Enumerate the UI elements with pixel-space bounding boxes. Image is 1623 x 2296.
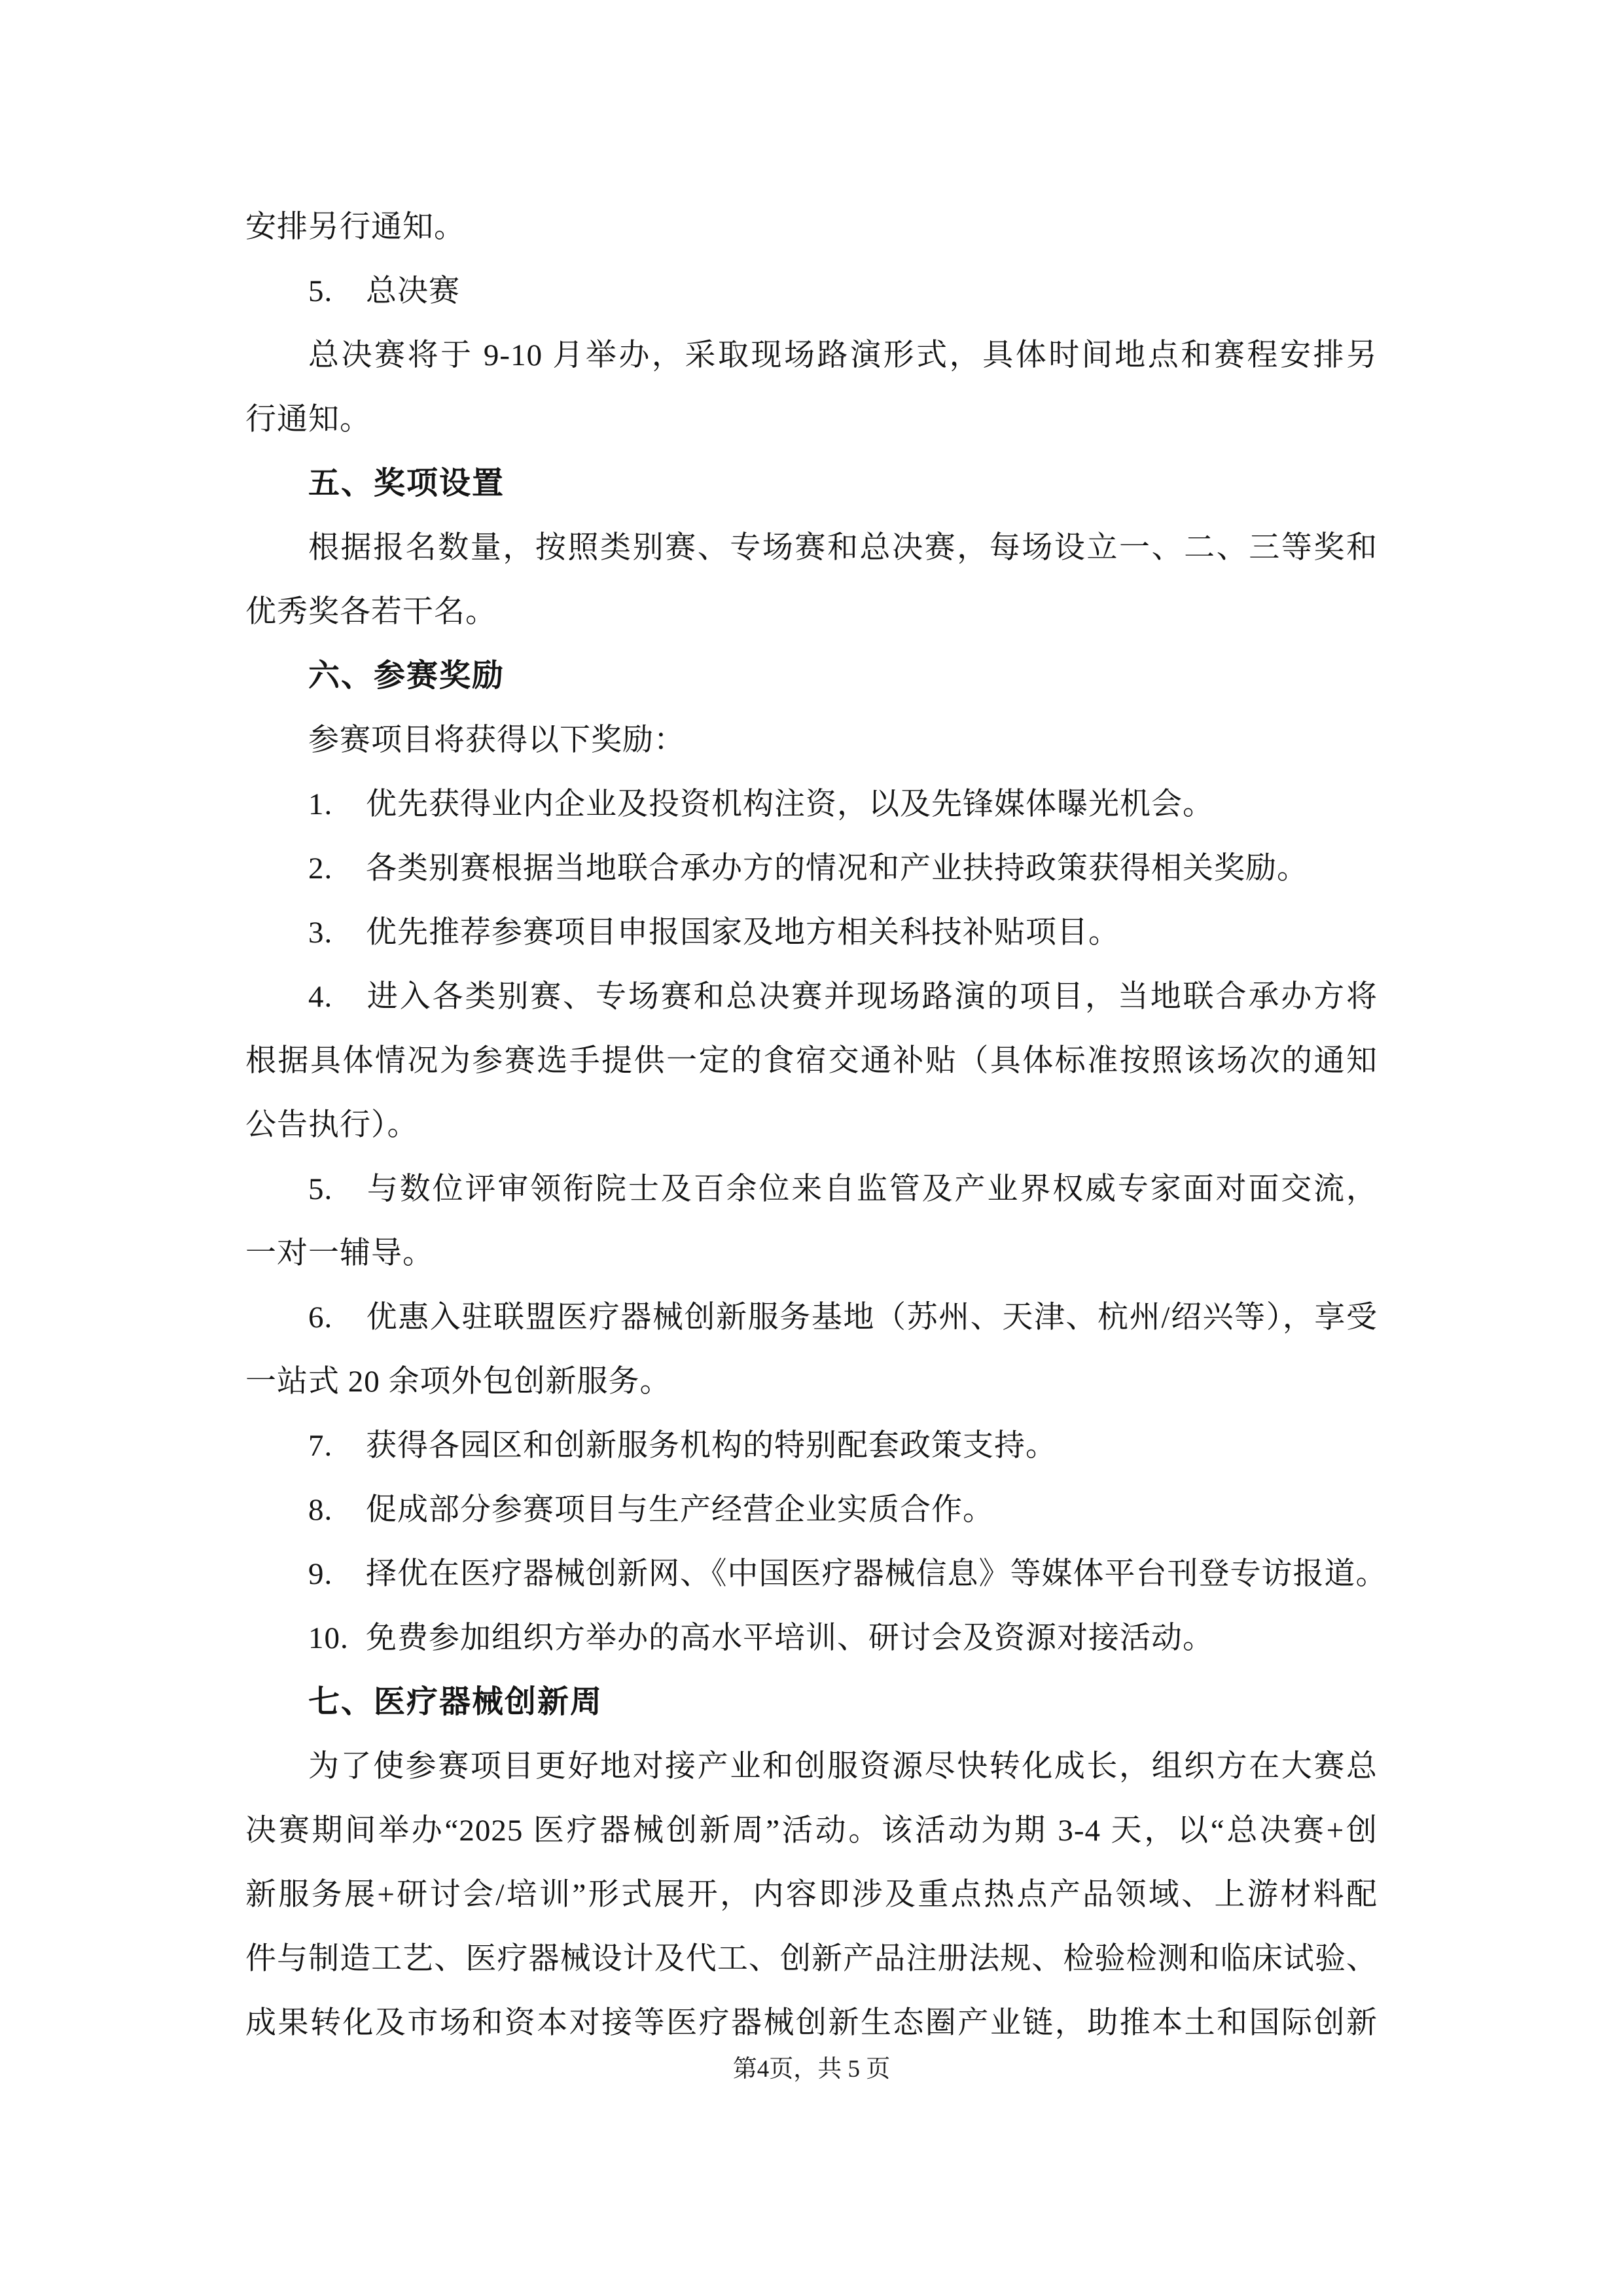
- list-item: [245, 1285, 1378, 1350]
- list-text: 各类别赛根据当地联合承办方的情况和产业扶持政策获得相关奖励。: [366, 852, 1308, 886]
- doc-line: 根据报名数量，按照类别赛、专场赛和总决赛，每场设立一、二、三等奖和: [308, 531, 1378, 565]
- doc-line: 一站式 20 余项外包创新服务。: [245, 1365, 671, 1399]
- doc-line: 件与制造工艺、医疗器械设计及代工、创新产品注册法规、检验检测和临床试验、: [245, 1942, 1378, 1976]
- list-text: 促成部分参赛项目与生产经营企业实质合作。: [366, 1493, 994, 1527]
- doc-line: 根据具体情况为参赛选手提供一定的食宿交通补贴（具体标准按照该场次的通知: [245, 1044, 1378, 1078]
- list-item: [245, 965, 1378, 1029]
- list-item: [245, 1157, 1378, 1221]
- list-text: 免费参加组织方举办的高水平培训、研讨会及资源对接活动。: [366, 1621, 1214, 1655]
- list-text: 优惠入驻联盟医疗器械创新服务基地（苏州、天津、杭州/绍兴等），享受: [366, 1300, 1378, 1335]
- list-item: [245, 1414, 1378, 1478]
- section-heading-awards: 五、奖项设置: [308, 466, 505, 501]
- doc-line: 公告执行）。: [245, 1108, 419, 1142]
- footer-page-number: 第4页，共 5 页: [732, 2056, 891, 2083]
- list-number: 5.: [308, 274, 333, 308]
- list-item: [245, 1542, 1387, 1606]
- doc-line: 总决赛将于 9-10 月举办，采取现场路演形式，具体时间地点和赛程安排另: [308, 338, 1378, 372]
- doc-line: 参赛项目将获得以下奖励：: [308, 723, 685, 757]
- list-text: 择优在医疗器械创新网、《中国医疗器械信息》等媒体平台刊登专访报道。: [366, 1557, 1387, 1591]
- section-heading-innovation-week: 七、医疗器械创新周: [308, 1685, 603, 1719]
- list-text: 与数位评审领衔院士及百余位来自监管及产业界权威专家面对面交流，: [366, 1172, 1378, 1206]
- list-number: 10.: [308, 1621, 349, 1655]
- section-heading-rewards: 六、参赛奖励: [308, 658, 505, 693]
- list-number: 6.: [308, 1300, 333, 1335]
- list-number: 7.: [308, 1429, 333, 1463]
- list-number: 3.: [308, 916, 333, 950]
- doc-line: 安排另行通知。: [245, 210, 465, 244]
- list-item: [245, 1478, 1378, 1542]
- list-text: 优先获得业内企业及投资机构注资，以及先锋媒体曝光机会。: [366, 787, 1214, 821]
- doc-line: 优秀奖各若干名。: [245, 595, 497, 629]
- doc-line: 成果转化及市场和资本对接等医疗器械创新生态圈产业链，助推本土和国际创新: [245, 2006, 1378, 2040]
- list-text: 进入各类别赛、专场赛和总决赛并现场路演的项目，当地联合承办方将: [366, 980, 1378, 1014]
- doc-line: 新服务展+研讨会/培训”形式展开，内容即涉及重点热点产品领域、上游材料配: [245, 1878, 1378, 1912]
- list-item: [245, 772, 1378, 836]
- list-number: 9.: [308, 1557, 333, 1591]
- list-item: [245, 1606, 1378, 1670]
- list-number: 8.: [308, 1493, 333, 1527]
- list-item: [245, 901, 1378, 965]
- doc-line: 一对一辅导。: [245, 1236, 434, 1270]
- list-number: 4.: [308, 980, 333, 1014]
- doc-line: 行通知。: [245, 403, 371, 437]
- list-number: 5.: [308, 1172, 333, 1206]
- list-text: 总决赛: [366, 274, 460, 308]
- doc-line: 决赛期间举办“2025 医疗器械创新周”活动。该活动为期 3-4 天，以“总决赛+创: [245, 1814, 1378, 1848]
- list-number: 1.: [308, 787, 333, 821]
- list-text: 优先推荐参赛项目申报国家及地方相关科技补贴项目。: [366, 916, 1120, 950]
- list-item: [245, 259, 1378, 323]
- list-text: 获得各园区和创新服务机构的特别配套政策支持。: [366, 1429, 1057, 1463]
- list-item: [245, 836, 1378, 901]
- list-number: 2.: [308, 852, 333, 886]
- doc-line: 为了使参赛项目更好地对接产业和创服资源尽快转化成长，组织方在大赛总: [308, 1749, 1378, 1784]
- document-body: [245, 195, 1387, 2055]
